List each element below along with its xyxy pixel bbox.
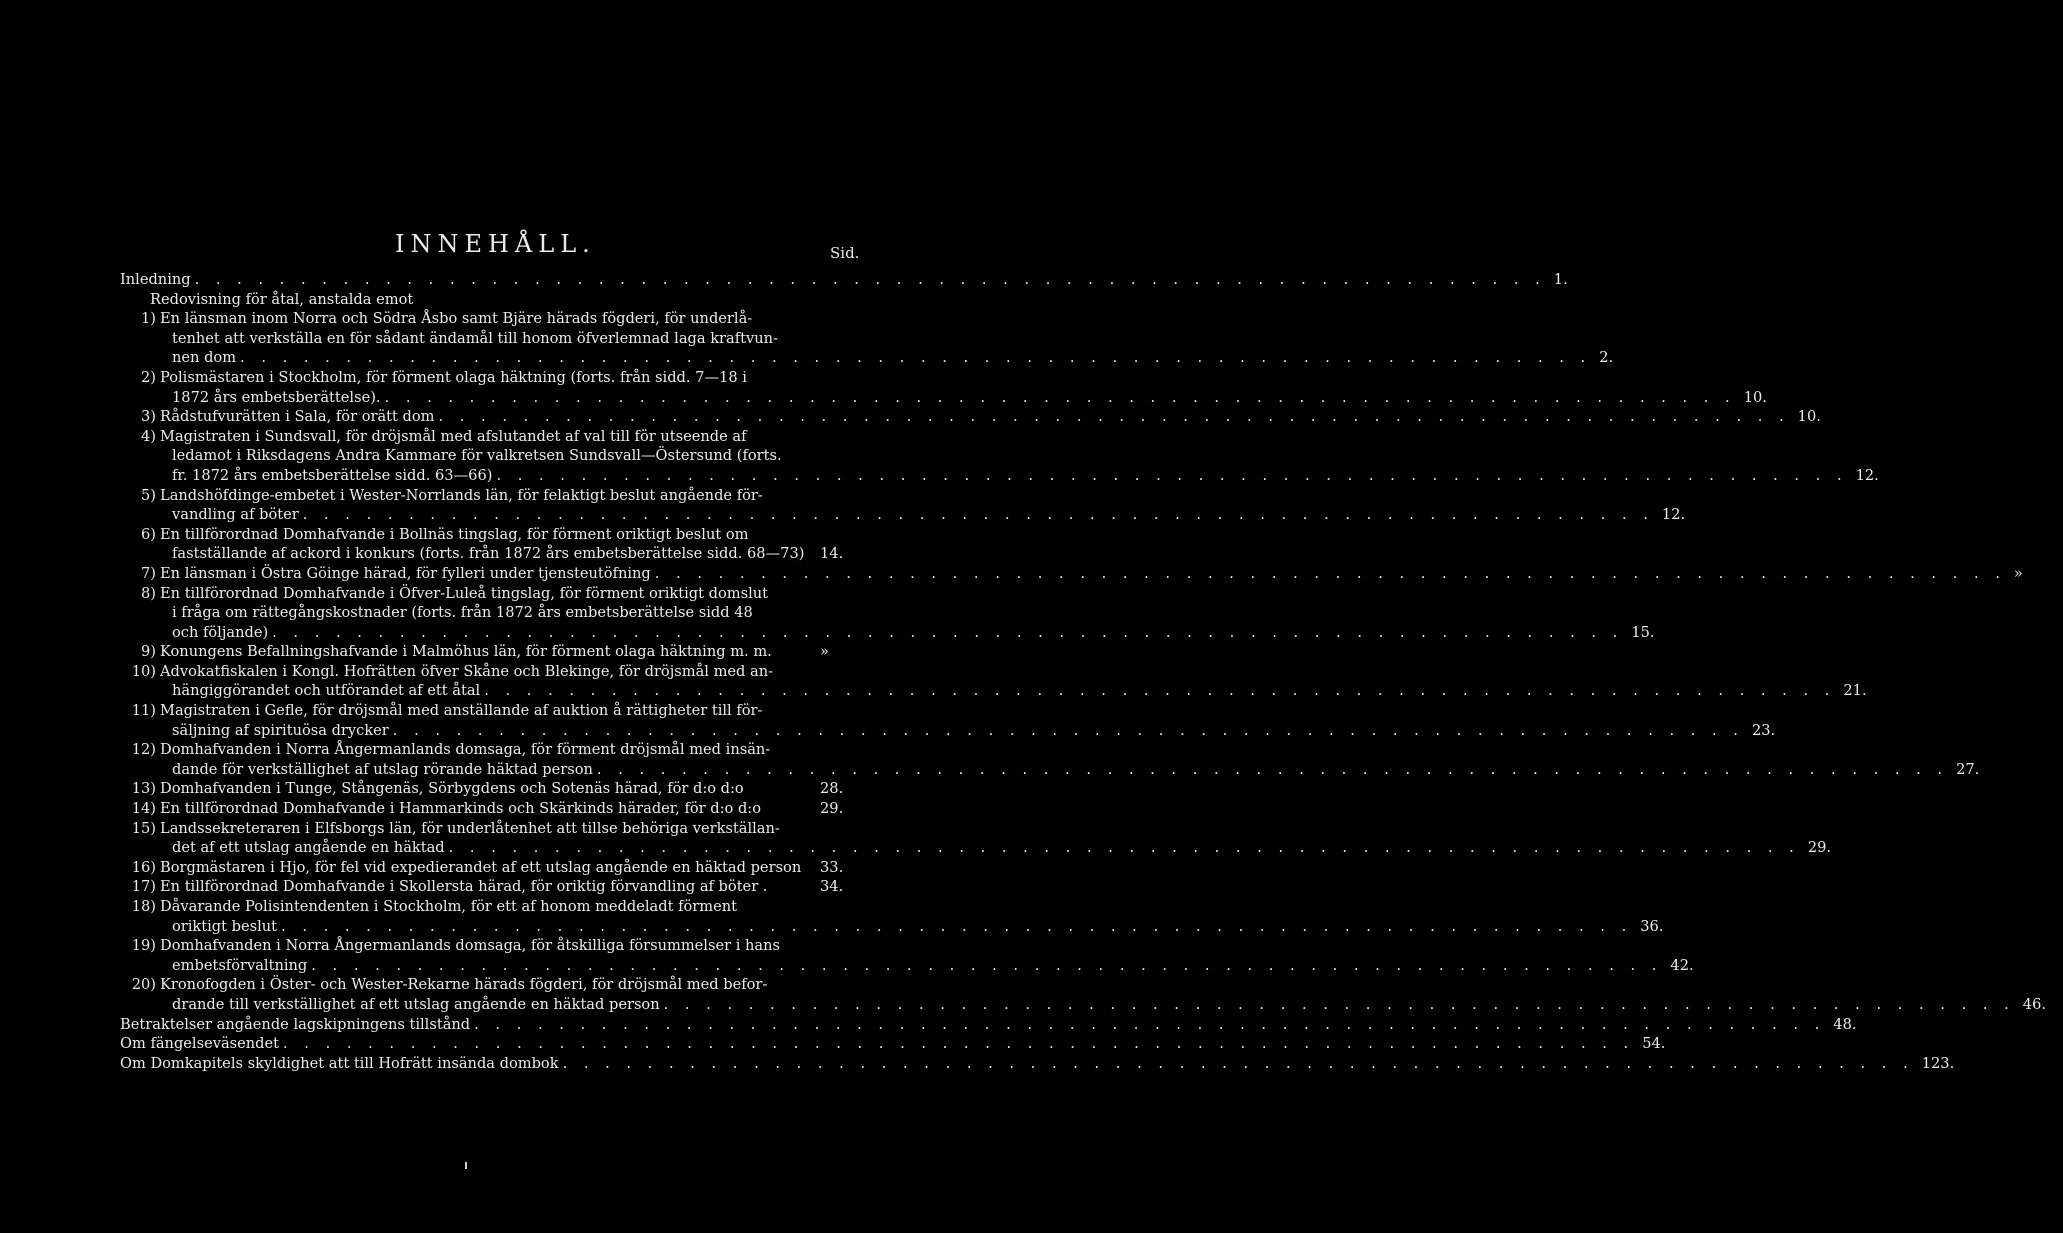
toc-line bbox=[120, 466, 1879, 486]
toc-entry-text: Domhafvanden i Norra Ångermanlands domsaga, för åtskilliga försummelser i hans bbox=[160, 937, 781, 955]
toc-entry-text: vandling af böter bbox=[172, 506, 299, 524]
toc-line bbox=[120, 936, 860, 956]
toc-line bbox=[120, 721, 1776, 741]
toc-page-number: 12. bbox=[1661, 506, 1686, 524]
toc-item-number: 16) bbox=[131, 858, 156, 876]
dot-leader bbox=[480, 681, 1839, 701]
dot-leader bbox=[651, 564, 2010, 584]
toc-entry-text: Domhafvanden i Norra Ångermanlands domsaga, för förment dröjsmål med insän- bbox=[160, 741, 771, 759]
toc-page-number: » bbox=[820, 643, 829, 661]
toc-line bbox=[120, 897, 860, 917]
toc-line bbox=[120, 760, 1980, 780]
toc-page-number: 27. bbox=[1956, 760, 1980, 778]
toc-line bbox=[120, 603, 860, 623]
toc-line bbox=[120, 838, 1832, 858]
toc-entry-text: En tillförordnad Domhafvande i Hammarkinds och Skärkinds härader, för d:o d:o bbox=[160, 800, 761, 818]
toc-entry-text: och följande) bbox=[172, 623, 269, 641]
toc-item-number: 14) bbox=[131, 800, 156, 818]
toc-line bbox=[120, 446, 860, 466]
toc-page-number: 123. bbox=[1921, 1054, 1955, 1072]
toc-page-number: 10. bbox=[1743, 388, 1767, 406]
toc-line bbox=[120, 1054, 1955, 1074]
toc-entry-text: Rådstufvurätten i Sala, för orätt dom bbox=[160, 408, 435, 426]
dot-leader bbox=[236, 348, 1595, 368]
toc-line bbox=[120, 877, 860, 897]
toc-line bbox=[120, 956, 1694, 976]
dot-leader bbox=[435, 407, 1794, 427]
toc-line bbox=[120, 584, 860, 604]
toc-entry-text: Konungens Befallningshafvande i Malmöhus län, för förment olaga häktning m. m. bbox=[160, 643, 772, 661]
toc-page-number: 42. bbox=[1670, 956, 1694, 974]
dot-leader bbox=[279, 1034, 1638, 1054]
toc-line bbox=[120, 975, 860, 995]
dot-leader bbox=[445, 838, 1804, 858]
toc-entry-text: Domhafvanden i Tunge, Stångenäs, Sörbygdens och Sotenäs härad, för d:o d:o bbox=[160, 780, 744, 798]
toc-line bbox=[120, 427, 860, 447]
toc-line bbox=[120, 819, 860, 839]
toc-item-number: 19) bbox=[131, 937, 156, 955]
toc-page-number: 2. bbox=[1599, 349, 1614, 367]
toc-line bbox=[120, 309, 860, 329]
toc-item-number: 18) bbox=[131, 898, 156, 915]
toc-item-number: 17) bbox=[131, 878, 156, 896]
toc-page-number: 21. bbox=[1843, 682, 1867, 700]
toc-entry-text: En tillförordnad Domhafvande i Öfver-Luleå tingslag, för förment oriktigt domslut bbox=[160, 584, 769, 602]
toc-page-number: 29. bbox=[820, 800, 844, 818]
toc-page-number: 14. bbox=[820, 545, 844, 563]
page-title: INNEHÅLL. bbox=[395, 230, 596, 258]
toc-line bbox=[120, 681, 1867, 701]
toc-page-number: 36. bbox=[1640, 917, 1664, 935]
toc-page-number: 28. bbox=[820, 780, 844, 798]
dot-leader bbox=[492, 466, 1851, 486]
table-of-contents bbox=[120, 270, 2046, 1073]
toc-page-number: 15. bbox=[1631, 623, 1655, 641]
toc-entry-text: fastställande af ackord i konkurs (forts. från 1872 års embetsberättelse sidd. 68—73) bbox=[172, 545, 805, 563]
toc-line bbox=[120, 799, 860, 819]
toc-entry-text: Advokatfiskalen i Kongl. Hofrätten öfver Skåne och Blekinge, för dröjsmål med an- bbox=[160, 662, 774, 680]
toc-line bbox=[120, 544, 860, 564]
toc-page-number: 1. bbox=[1553, 271, 1568, 288]
toc-line bbox=[120, 270, 1568, 290]
toc-entry-text: Betraktelser angående lagskipningens tillstånd bbox=[120, 1015, 471, 1033]
toc-page-number: 48. bbox=[1833, 1015, 1857, 1033]
toc-page-number: 10. bbox=[1797, 408, 1821, 426]
toc-page-number: 54. bbox=[1642, 1035, 1666, 1053]
toc-entry-text: Om Domkapitels skyldighet att till Hofrätt insända dombok bbox=[120, 1054, 559, 1072]
toc-line bbox=[120, 564, 2023, 584]
dot-leader bbox=[559, 1054, 1918, 1074]
toc-page-number: » bbox=[2013, 564, 2023, 582]
toc-item-number: 10) bbox=[131, 662, 156, 680]
toc-page-number: 46. bbox=[2022, 995, 2046, 1013]
dot-leader bbox=[277, 917, 1636, 937]
toc-entry-text: Polismästaren i Stockholm, för förment olaga häktning (forts. från sidd. 7—18 i bbox=[160, 368, 747, 386]
toc-item-number: 20) bbox=[131, 976, 156, 994]
toc-line bbox=[120, 917, 1664, 937]
toc-item-number: 5) bbox=[141, 486, 156, 504]
toc-line bbox=[120, 329, 860, 349]
dot-leader bbox=[299, 505, 1658, 525]
toc-entry-text: oriktigt beslut bbox=[172, 917, 278, 935]
toc-line bbox=[120, 290, 860, 310]
toc-line bbox=[120, 486, 860, 506]
toc-entry-text: nen dom bbox=[172, 349, 237, 367]
toc-entry-text: Inledning bbox=[120, 271, 191, 288]
toc-line bbox=[120, 1015, 1857, 1035]
toc-line bbox=[120, 995, 2046, 1015]
toc-entry-text: Landshöfdinge-embetet i Wester-Norrlands län, för felaktigt beslut angående för- bbox=[160, 486, 763, 504]
toc-entry-text: Redovisning för åtal, anstalda emot bbox=[150, 290, 414, 308]
toc-entry-text: En tillförordnad Domhafvande i Skollersta härad, för oriktig förvandling af böter . bbox=[160, 878, 768, 896]
toc-line bbox=[120, 525, 860, 545]
dot-leader bbox=[389, 721, 1748, 741]
toc-item-number: 2) bbox=[141, 368, 156, 386]
toc-line bbox=[120, 662, 860, 682]
toc-item-number: 4) bbox=[141, 427, 156, 445]
dot-leader bbox=[307, 956, 1666, 976]
toc-entry-text: Magistraten i Gefle, för dröjsmål med anställande af auktion å rättigheter till för- bbox=[160, 702, 763, 720]
toc-page-number: 33. bbox=[820, 858, 844, 876]
toc-entry-text: Magistraten i Sundsvall, för dröjsmål med afslutandet af val till för utseende af bbox=[160, 427, 747, 445]
toc-entry-text: drande till verkställighet af ett utslag angående en häktad person bbox=[172, 995, 660, 1013]
toc-entry-text: Landssekreteraren i Elfsborgs län, för underlåtenhet att tillse behöriga verkställan- bbox=[160, 819, 780, 837]
toc-page-number: 12. bbox=[1855, 466, 1879, 484]
toc-item-number: 8) bbox=[141, 584, 156, 602]
toc-item-number: 11) bbox=[131, 702, 156, 720]
toc-line bbox=[120, 701, 860, 721]
toc-entry-text: säljning af spirituösa drycker bbox=[172, 721, 389, 739]
toc-line bbox=[120, 642, 860, 662]
dot-leader bbox=[593, 760, 1952, 780]
toc-entry-text: Dåvarande Polisintendenten i Stockholm, för ett af honom meddeladt förment bbox=[160, 898, 738, 915]
toc-line bbox=[120, 348, 1614, 368]
toc-item-number: 9) bbox=[141, 643, 156, 661]
toc-line bbox=[120, 388, 1767, 408]
dot-leader bbox=[381, 388, 1740, 408]
toc-line bbox=[120, 407, 1821, 427]
toc-entry-text: det af ett utslag angående en häktad bbox=[172, 839, 445, 857]
toc-line bbox=[120, 505, 1686, 525]
toc-item-number: 6) bbox=[141, 525, 156, 543]
toc-line bbox=[120, 1034, 1666, 1054]
toc-entry-text: tenhet att verkställa en för sådant ändamål till honom öfverlemnad laga kraftvun- bbox=[172, 329, 778, 347]
toc-entry-text: Om fängelseväsendet bbox=[120, 1035, 280, 1053]
toc-entry-text: dande för verkställighet af utslag rörande häktad person bbox=[172, 760, 593, 778]
toc-line bbox=[120, 623, 1655, 643]
dot-leader bbox=[470, 1015, 1829, 1035]
toc-item-number: 3) bbox=[141, 408, 156, 426]
toc-item-number: 13) bbox=[131, 780, 156, 798]
toc-page-number: 34. bbox=[820, 878, 844, 896]
toc-entry-text: 1872 års embetsberättelse). bbox=[172, 388, 381, 406]
page-column-header: Sid. bbox=[830, 244, 860, 262]
toc-entry-text: embetsförvaltning bbox=[172, 956, 308, 974]
toc-page-number: 29. bbox=[1807, 839, 1832, 857]
toc-entry-text: En länsman inom Norra och Södra Åsbo samt Bjäre härads fögderi, för underlå- bbox=[160, 310, 753, 328]
toc-entry-text: Borgmästaren i Hjo, för fel vid expedierandet af ett utslag angående en häktad person bbox=[160, 858, 802, 876]
toc-item-number: 15) bbox=[131, 819, 156, 837]
dot-leader bbox=[268, 623, 1627, 643]
toc-page-number: 23. bbox=[1751, 721, 1776, 739]
toc-entry-text: fr. 1872 års embetsberättelse sidd. 63—66) bbox=[172, 466, 493, 484]
toc-line bbox=[120, 779, 860, 799]
toc-entry-text: i fråga om rättegångskostnader (forts. från 1872 års embetsberättelse sidd 48 bbox=[172, 604, 753, 622]
toc-entry-text: En tillförordnad Domhafvande i Bollnäs tingslag, för förment oriktigt beslut om bbox=[160, 525, 749, 543]
stray-mark bbox=[465, 1162, 467, 1169]
toc-entry-text: Kronofogden i Öster- och Wester-Rekarne härads fögderi, för dröjsmål med befor- bbox=[160, 976, 768, 994]
toc-item-number: 7) bbox=[141, 564, 156, 582]
toc-item-number: 1) bbox=[141, 310, 156, 328]
dot-leader bbox=[191, 270, 1550, 290]
toc-entry-text: ledamot i Riksdagens Andra Kammare för valkretsen Sundsvall—Östersund (forts. bbox=[172, 447, 782, 465]
toc-line bbox=[120, 858, 860, 878]
toc-entry-text: En länsman i Östra Göinge härad, för fylleri under tjensteutöfning bbox=[160, 564, 651, 582]
toc-entry-text: hängiggörandet och utförandet af ett åtal bbox=[172, 682, 481, 700]
toc-line bbox=[120, 368, 860, 388]
toc-item-number: 12) bbox=[131, 741, 156, 759]
toc-line bbox=[120, 740, 860, 760]
dot-leader bbox=[660, 995, 2019, 1015]
